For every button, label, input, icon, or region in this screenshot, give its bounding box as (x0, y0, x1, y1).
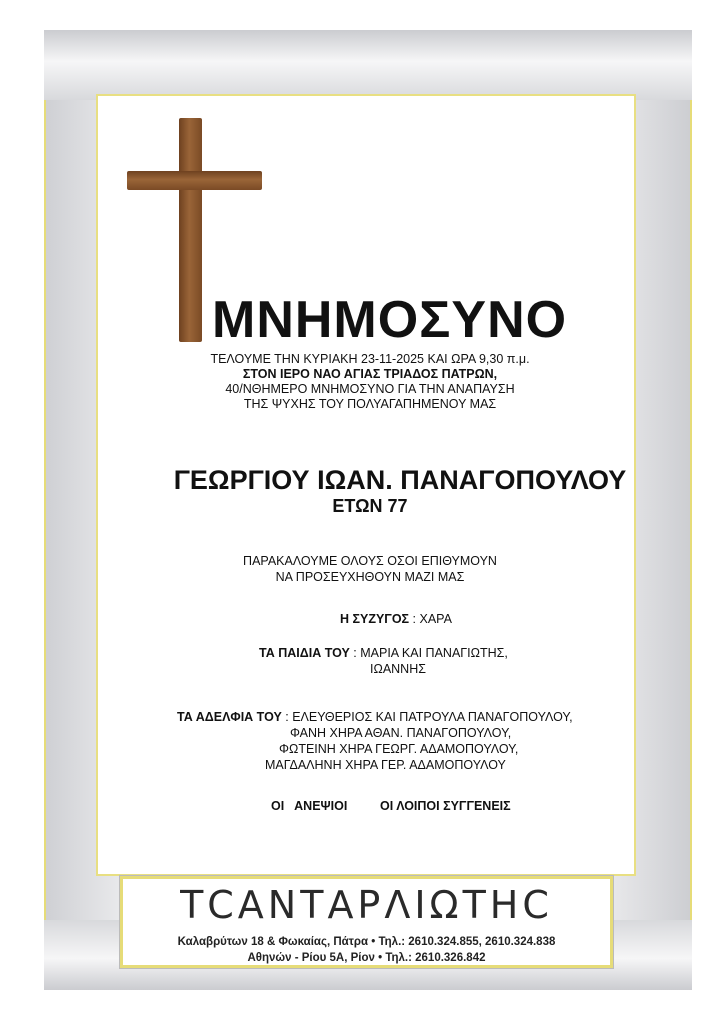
funeral-home-logo: ΤCΑΝΤΑΡΛΙΩΤΗC (180, 883, 553, 927)
request-line: ΝΑ ΠΡΟΣΕΥΧΗΘΟΥΝ ΜΑΖΙ ΜΑΣ (275, 570, 465, 584)
cross-icon-bar (127, 171, 262, 190)
intro-line: 40/ΝΘΗΜΕΡΟ ΜΝΗΜΟΣΥΝΟ ΓΙΑ ΤΗΝ ΑΝΑΠΑΥΣΗ (225, 382, 515, 396)
relatives-text: ΟΙ ΛΟΙΠΟΙ ΣΥΓΓΕΝΕΙΣ (380, 799, 511, 813)
siblings-line: ΦΩΤΕΙΝΗ ΧΗΡΑ ΓΕΩΡΓ. ΑΔΑΜΟΠΟΥΛΟΥ, (279, 742, 519, 756)
request-line: ΠΑΡΑΚΑΛΟΥΜΕ ΟΛΟΥΣ ΟΣΟΙ ΕΠΙΘΥΜΟΥΝ (243, 554, 497, 568)
request-text (120, 553, 620, 585)
siblings-row (177, 709, 573, 725)
nephews-text: ΟΙ ΑΝΕΨΙΟΙ (271, 799, 348, 813)
siblings-value: : ΕΛΕΥΘΕΡΙΟΣ ΚΑΙ ΠΑΤΡΟΥΛΑ ΠΑΝΑΓΟΠΟΥΛΟΥ, (281, 710, 573, 724)
funeral-home-banner (120, 876, 613, 968)
deceased-age: ΕΤΩΝ 77 (332, 496, 408, 516)
children-row (259, 645, 508, 661)
spouse-row (340, 611, 452, 627)
deceased-name: ΓΕΩΡΓΙΟΥ ΙΩΑΝ. ΠΑΝΑΓΟΠΟΥΛΟΥ (173, 465, 627, 495)
siblings-label: ΤΑ ΑΔΕΛΦΙΑ ΤΟΥ (177, 710, 282, 724)
children-label: ΤΑ ΠΑΙΔΙΑ ΤΟΥ (259, 646, 350, 660)
siblings-line: ΦΑΝΗ ΧΗΡΑ ΑΘΑΝ. ΠΑΝΑΓΟΠΟΥΛΟΥ, (290, 726, 512, 740)
address-line: Αθηνών - Ρίου 5Α, Ρίον • Τηλ.: 2610.326.842 (247, 952, 486, 964)
intro-line: ΤΗΣ ΨΥΧΗΣ ΤΟΥ ΠΟΛΥΑΓΑΠΗΜΕΝΟΥ ΜΑΣ (243, 397, 497, 411)
children-value: : ΜΑΡΙΑ ΚΑΙ ΠΑΝΑΓΙΩΤΗΣ, (349, 646, 508, 660)
cross-icon (179, 118, 202, 342)
intro-line: ΣΤΟΝ ΙΕΡΟ ΝΑΟ ΑΓΙΑΣ ΤΡΙΑΔΟΣ ΠΑΤΡΩΝ, (242, 367, 498, 381)
intro-line: ΤΕΛΟΥΜΕ ΤΗΝ ΚΥΡΙΑΚΗ 23-11-2025 ΚΑΙ ΩΡΑ 9,30 π.μ. (210, 352, 530, 366)
address-line: Καλαβρύτων 18 & Φωκαίας, Πάτρα • Τηλ.: 2610.324.855, 2610.324.838 (177, 936, 556, 948)
spouse-label: Η ΣΥΖΥΓΟΣ (340, 612, 410, 626)
frame-top-edge (44, 30, 692, 100)
siblings-line: ΜΑΓΔΑΛΗΝΗ ΧΗΡΑ ΓΕΡ. ΑΔΑΜΟΠΟΥΛΟΥ (265, 758, 506, 772)
children-line-2: ΙΩΑΝΝΗΣ (370, 662, 426, 676)
spouse-value: : ΧΑΡΑ (409, 612, 452, 626)
notice-title: ΜΝΗΜΟΣΥΝΟ (212, 291, 568, 349)
intro-text (120, 352, 620, 412)
